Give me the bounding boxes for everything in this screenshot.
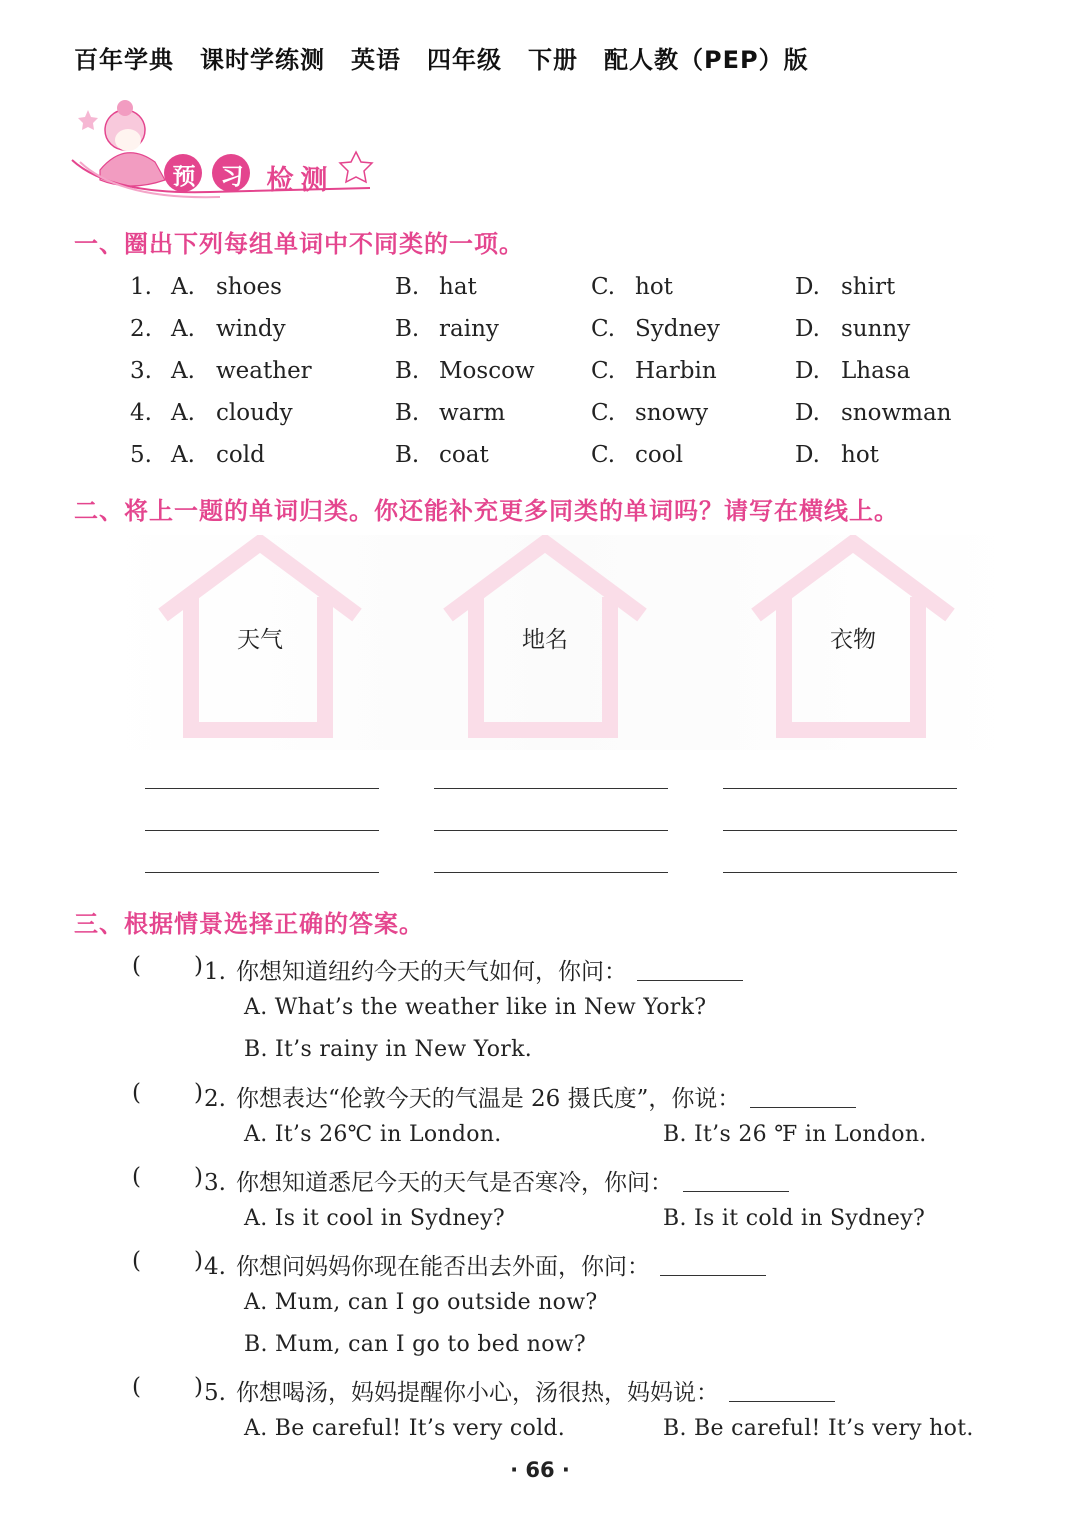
option-letter: C. xyxy=(591,274,616,300)
option-b[interactable]: B. Mum, can I go to bed now? xyxy=(244,1332,586,1357)
option-word[interactable]: hot xyxy=(841,442,879,468)
option-word[interactable]: windy xyxy=(216,316,286,342)
option-letter: A. xyxy=(171,358,195,384)
question-blank[interactable] xyxy=(637,980,743,981)
option-word[interactable]: Harbin xyxy=(635,358,717,384)
option-word[interactable]: shirt xyxy=(841,274,896,300)
house-label-place: 地名 xyxy=(522,627,568,653)
option-letter: C. xyxy=(591,358,616,384)
girl-illustration-icon xyxy=(70,100,390,210)
option-letter: D. xyxy=(795,316,820,342)
section1-title: 一、圈出下列每组单词中不同类的一项。 xyxy=(74,230,524,258)
option-letter: C. xyxy=(591,400,616,426)
answer-line-weather-1[interactable] xyxy=(145,788,379,789)
question-number: 4. xyxy=(204,1254,226,1280)
banner-char-3: 检 xyxy=(266,165,294,196)
answer-line-place-2[interactable] xyxy=(434,830,668,831)
question-number: 5. xyxy=(204,1380,226,1406)
option-a[interactable]: A. Mum, can I go outside now? xyxy=(244,1290,598,1315)
house-label-clothes: 衣物 xyxy=(830,627,876,653)
question-prompt xyxy=(204,1374,835,1407)
question-text: 你想问妈妈你现在能否出去外面，你问： xyxy=(235,1254,650,1280)
house-clothes xyxy=(748,535,958,740)
option-word[interactable]: warm xyxy=(439,400,506,426)
section3-title: 三、根据情景选择正确的答案。 xyxy=(74,910,424,938)
answer-paren-close: ) xyxy=(194,1080,203,1106)
item-number: 3. xyxy=(130,358,152,384)
option-word[interactable]: snowman xyxy=(841,400,952,426)
option-word[interactable]: hot xyxy=(635,274,673,300)
option-letter: D. xyxy=(795,442,820,468)
answer-paren-open[interactable]: ( xyxy=(132,1248,141,1274)
question-text: 你想喝汤，妈妈提醒你小心，汤很热，妈妈说： xyxy=(235,1380,719,1406)
question-blank[interactable] xyxy=(750,1107,856,1108)
option-word[interactable]: Moscow xyxy=(439,358,535,384)
option-letter: B. xyxy=(395,316,420,342)
answer-paren-close: ) xyxy=(194,1164,203,1190)
option-word[interactable]: Lhasa xyxy=(841,358,911,384)
option-letter: D. xyxy=(795,274,820,300)
answer-line-weather-2[interactable] xyxy=(145,830,379,831)
house-place xyxy=(440,535,650,740)
option-letter: B. xyxy=(395,400,420,426)
question-prompt xyxy=(204,1164,789,1197)
option-b[interactable]: B. It’s rainy in New York. xyxy=(244,1037,533,1062)
option-word[interactable]: weather xyxy=(216,358,312,384)
option-letter: B. xyxy=(395,274,420,300)
header-edition: 配人教（PEP）版 xyxy=(604,46,809,74)
item-number: 4. xyxy=(130,400,152,426)
option-letter: C. xyxy=(591,316,616,342)
answer-line-clothes-2[interactable] xyxy=(723,830,957,831)
question-prompt xyxy=(204,1248,766,1281)
option-letter: D. xyxy=(795,400,820,426)
banner-char-1: 预 xyxy=(172,164,196,190)
option-b[interactable]: B. Be careful! It’s very hot. xyxy=(663,1416,974,1441)
question-text: 你想表达“伦敦今天的气温是 26 摄氏度”，你说： xyxy=(235,1086,741,1112)
answer-line-place-3[interactable] xyxy=(434,872,668,873)
option-a[interactable]: A. Is it cool in Sydney? xyxy=(244,1206,505,1231)
answer-paren-open[interactable]: ( xyxy=(132,1080,141,1106)
section2-title: 二、将上一题的单词归类。你还能补充更多同类的单词吗？请写在横线上。 xyxy=(74,497,899,525)
preview-check-banner xyxy=(70,100,390,210)
option-letter: A. xyxy=(171,400,195,426)
item-number: 2. xyxy=(130,316,152,342)
option-letter: A. xyxy=(171,316,195,342)
option-b[interactable]: B. Is it cold in Sydney? xyxy=(663,1206,926,1231)
header-grade: 四年级 xyxy=(427,46,502,74)
option-word[interactable]: cold xyxy=(216,442,265,468)
option-letter: A. xyxy=(171,274,195,300)
question-text: 你想知道纽约今天的天气如何，你问： xyxy=(235,959,627,985)
item-number: 1. xyxy=(130,274,152,300)
answer-paren-open[interactable]: ( xyxy=(132,1164,141,1190)
answer-paren-close: ) xyxy=(194,953,203,979)
house-label-weather: 天气 xyxy=(237,627,283,653)
option-letter: A. xyxy=(171,442,195,468)
option-a[interactable]: A. It’s 26℃ in London. xyxy=(244,1122,502,1147)
page-header xyxy=(74,40,835,76)
question-number: 2. xyxy=(204,1086,226,1112)
banner-char-4: 测 xyxy=(300,165,328,196)
option-letter: D. xyxy=(795,358,820,384)
option-word[interactable]: rainy xyxy=(439,316,499,342)
question-blank[interactable] xyxy=(683,1191,789,1192)
option-word[interactable]: hat xyxy=(439,274,477,300)
page-number: · 66 · xyxy=(510,1458,570,1482)
option-a[interactable]: A. Be careful! It’s very cold. xyxy=(244,1416,566,1441)
item-number: 5. xyxy=(130,442,152,468)
question-blank[interactable] xyxy=(660,1275,766,1276)
header-series: 课时学练测 xyxy=(200,46,325,74)
answer-paren-open[interactable]: ( xyxy=(132,953,141,979)
answer-paren-close: ) xyxy=(194,1248,203,1274)
option-word[interactable]: sunny xyxy=(841,316,911,342)
option-word[interactable]: shoes xyxy=(216,274,282,300)
option-b[interactable]: B. It’s 26 ℉ in London. xyxy=(663,1122,927,1147)
option-letter: B. xyxy=(395,442,420,468)
answer-line-place-1[interactable] xyxy=(434,788,668,789)
house-area xyxy=(95,535,1025,750)
question-number: 3. xyxy=(204,1170,226,1196)
answer-line-clothes-1[interactable] xyxy=(723,788,957,789)
header-subject: 英语 xyxy=(351,46,401,74)
option-word[interactable]: cool xyxy=(635,442,683,468)
question-blank[interactable] xyxy=(729,1401,835,1402)
header-book: 百年学典 xyxy=(74,46,174,74)
option-a[interactable]: A. What’s the weather like in New York? xyxy=(244,995,707,1020)
option-word[interactable]: snowy xyxy=(635,400,709,426)
question-number: 1. xyxy=(204,959,226,985)
option-word[interactable]: Sydney xyxy=(635,316,720,342)
house-weather xyxy=(155,535,365,740)
question-prompt xyxy=(204,953,743,986)
option-letter: B. xyxy=(395,358,420,384)
question-text: 你想知道悉尼今天的天气是否寒冷，你问： xyxy=(235,1170,673,1196)
option-word[interactable]: coat xyxy=(439,442,489,468)
option-letter: C. xyxy=(591,442,616,468)
banner-char-2: 习 xyxy=(220,164,244,190)
answer-line-weather-3[interactable] xyxy=(145,872,379,873)
option-word[interactable]: cloudy xyxy=(216,400,293,426)
answer-paren-close: ) xyxy=(194,1374,203,1400)
answer-paren-open[interactable]: ( xyxy=(132,1374,141,1400)
question-prompt xyxy=(204,1080,856,1113)
header-volume: 下册 xyxy=(528,46,578,74)
answer-line-clothes-3[interactable] xyxy=(723,872,957,873)
